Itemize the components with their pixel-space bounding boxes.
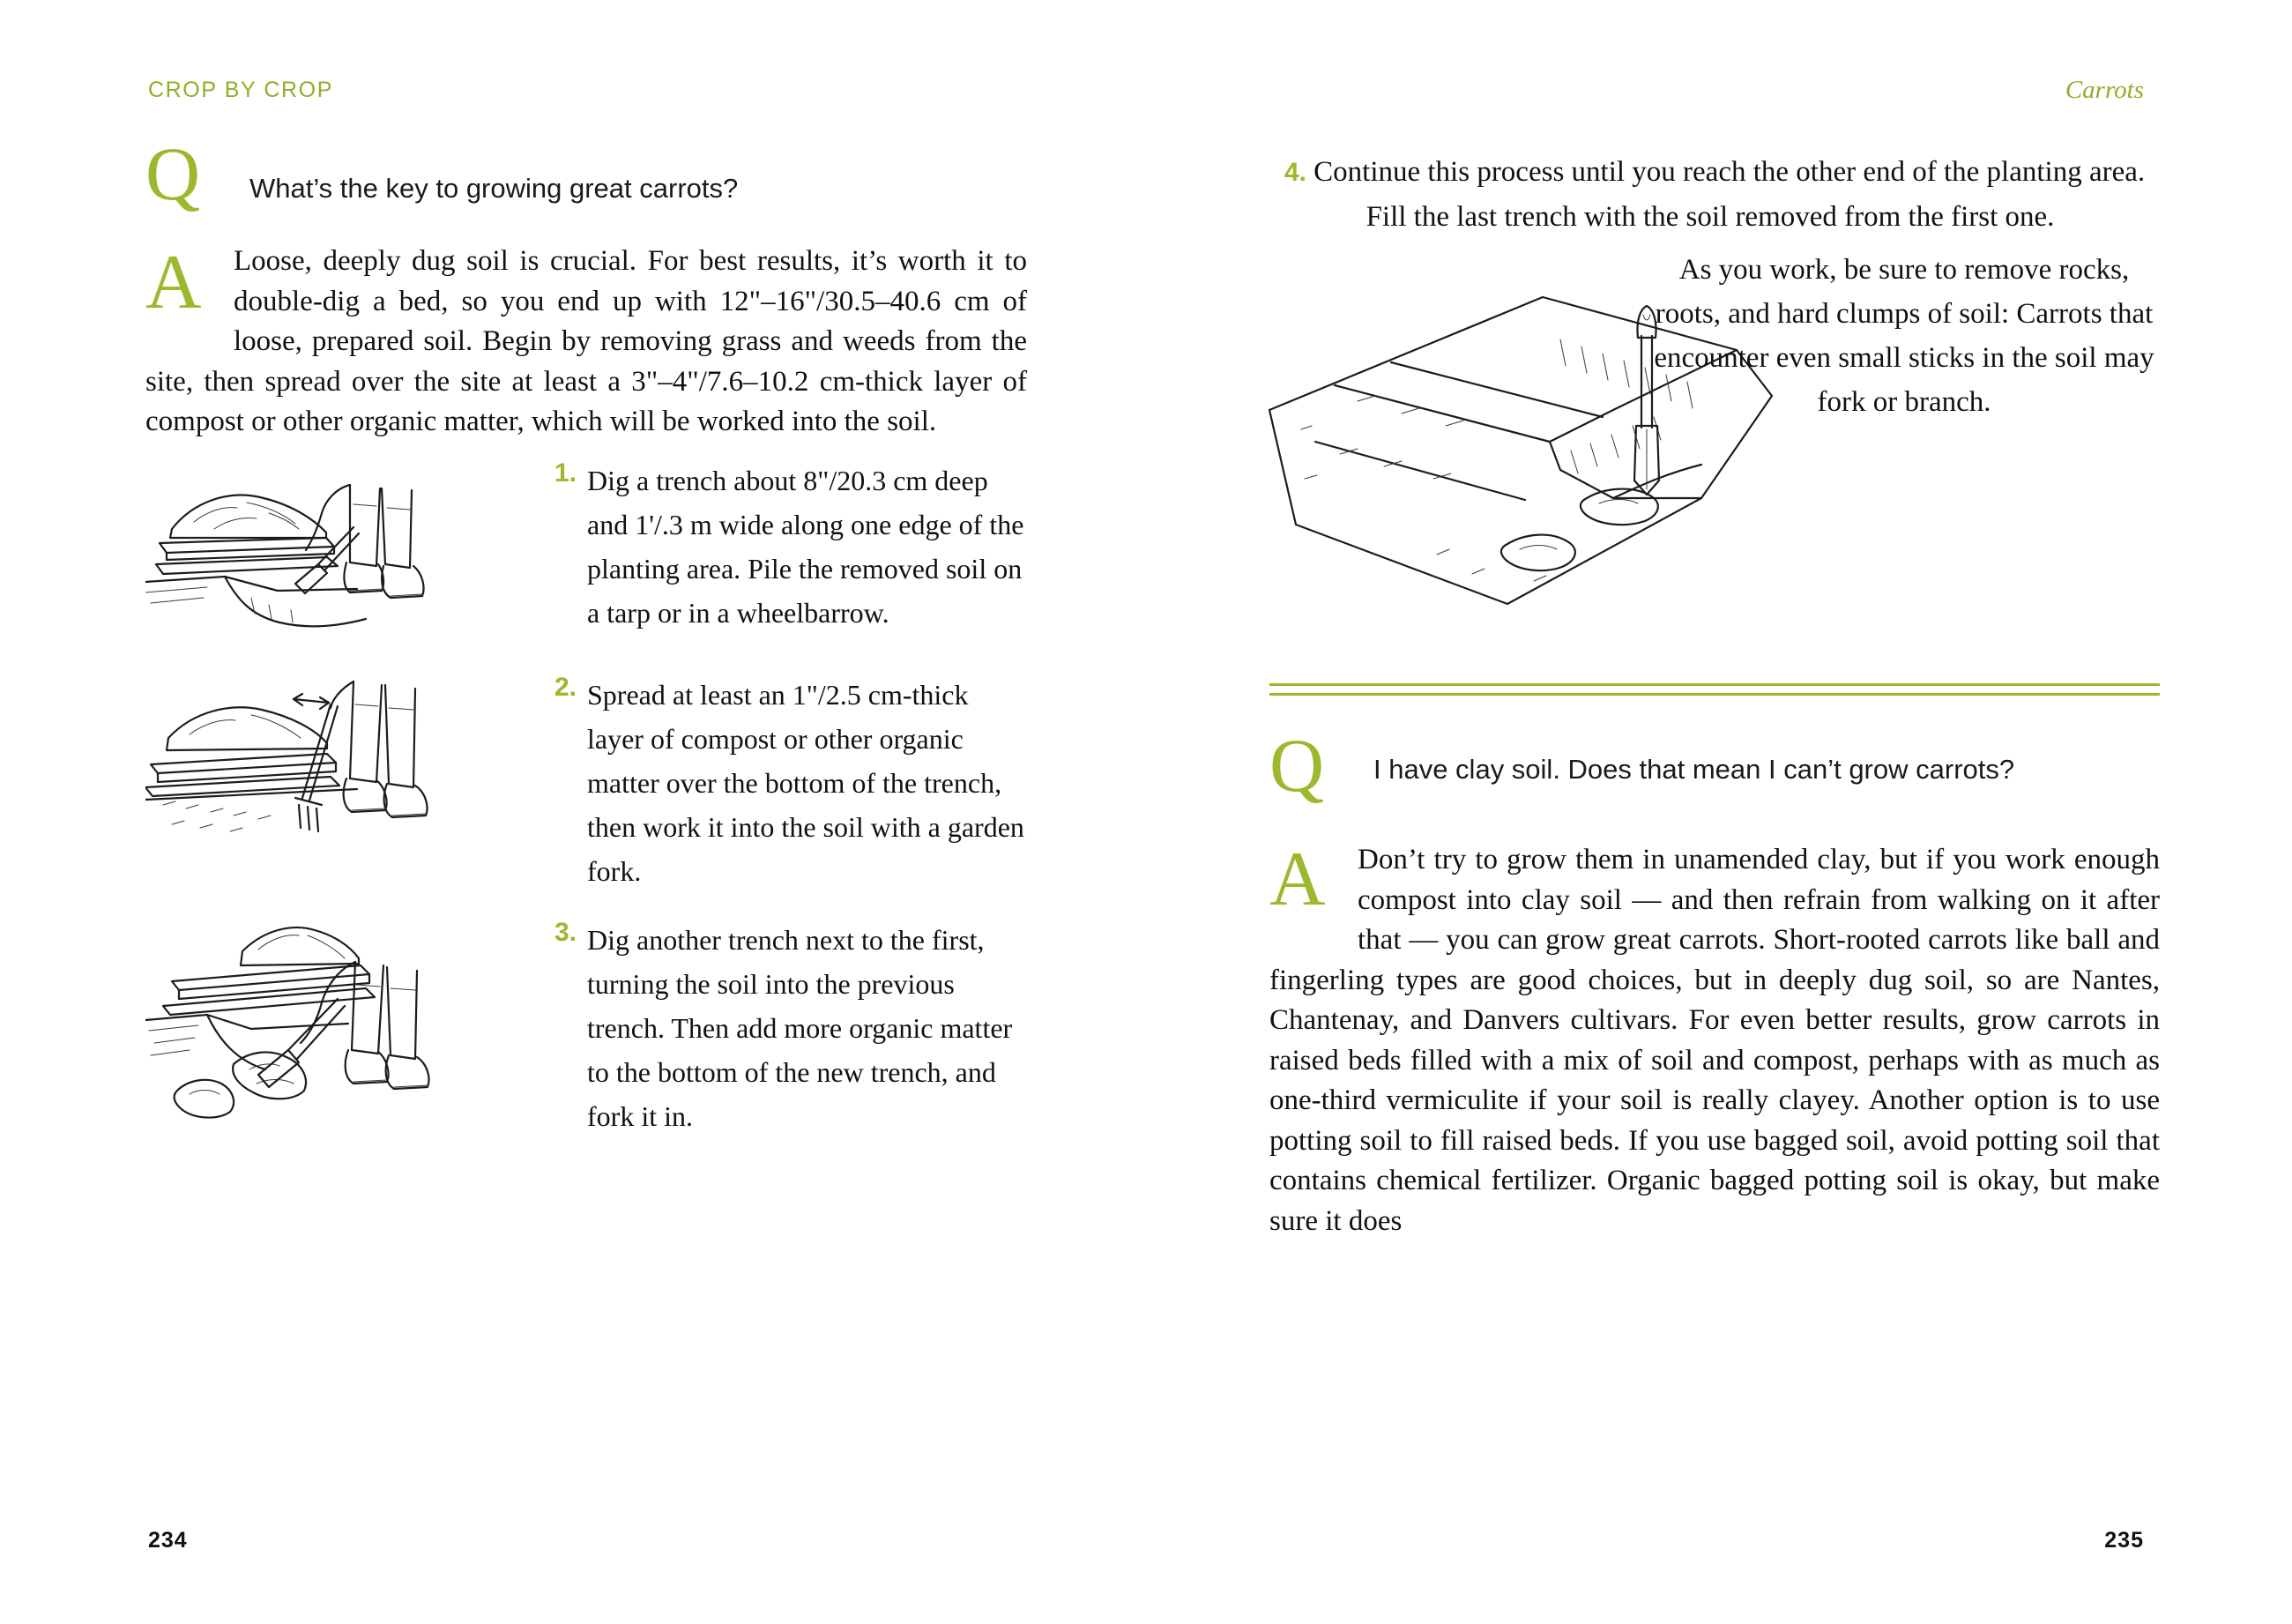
- step-number: 3.: [554, 917, 577, 947]
- answer-letter-icon: A: [145, 240, 202, 325]
- running-head-right: Carrots: [2065, 76, 2144, 104]
- step-4-line: end of the planting area. Fill the last trench with: [1366, 156, 2146, 233]
- answer-block-carrots-key: [145, 242, 1027, 443]
- step-4-line: 4. Continue this process until you reach the other: [1284, 156, 1857, 188]
- step-4-line: As you work, be sure to remove: [1678, 254, 2052, 286]
- step-body: [547, 918, 1027, 1138]
- answer-block-clay-soil: [1269, 837, 2160, 1241]
- divider-rule-top: [1269, 683, 2160, 686]
- question-text: I have clay soil. Does that mean I can’t grow carrots?: [1373, 754, 2015, 785]
- step-4-line: sticks in the soil may: [1908, 342, 2154, 374]
- question-letter-icon: Q: [1269, 723, 1325, 808]
- step-text: Dig another trench next to the first, turning the soil into the previous trench. Then add more organic matter to the bottom of the new trench, and fork it in.: [587, 923, 1013, 1132]
- step-number: 2.: [554, 672, 577, 702]
- answer-text-body: Don’t try to grow them in unamended clay, but if you work enough compost into clay soil — and then refrain from walking on it after that — you can grow great carrots. Short-rooted carrots like ball and fingerling types are good choices, but in deeply dug soil, so are Nantes, Chantenay, and Danvers cultivars. For even better results, grow carrots in raised beds filled with a mix of soil and compost, perhaps with as much as one-third vermiculite if your soil is really clayey. Another option is to use potting soil to fill raised beds. If you use bagged soil, avoid potting soil that contains chemical fertilizer. Organic bagged potting soil is okay, but make sure it does: [1269, 844, 2160, 1237]
- illustration-second-trench: [145, 918, 516, 1094]
- section-divider: [1269, 683, 2160, 696]
- step-4-block: [1269, 150, 2160, 653]
- step-text: Dig a trench about 8"/20.3 cm deep and 1'/.3 m wide along one edge of the planting area. Pile the removed soil on a tarp or in a wheelbarrow.: [587, 464, 1024, 629]
- step-4-line: encounter even small: [1654, 342, 1901, 374]
- step-text: Spread at least an 1"/2.5 cm-thick layer of compost or other organic matter over the bottom of the trench, then work it into the soil with a garden fork.: [587, 678, 1024, 887]
- question-block-carrots-key: [145, 131, 1027, 229]
- step-4-line: the soil removed from the first one.: [1642, 201, 2055, 233]
- step-number: 4.: [1284, 158, 1306, 187]
- step-4-line: of soil: Carrots that: [1927, 298, 2154, 330]
- question-block-clay-soil: [1269, 723, 2160, 828]
- step-4-line: fork or branch.: [1817, 386, 1991, 418]
- question-text: What’s the key to growing great carrots?: [249, 173, 739, 204]
- answer-text-body: Loose, deeply dug soil is crucial. For best results, it’s worth it to double-dig a bed, so you end up with 12"–16"/30.5–40.6 cm of loose, prepared soil. Begin by removing grass and weeds from the site, then spread over the site at least a 3"–4"/7.6–10.2 cm-thick layer of compost or other organic matter, which will be worked into the soil.: [145, 245, 1027, 437]
- list-item: [145, 673, 1027, 893]
- illustration-digging-trench: [145, 458, 516, 635]
- answer-letter-icon: A: [1269, 837, 1326, 922]
- step-4-text: [1269, 150, 2160, 239]
- step-4-line: rocks, roots, and hard clumps: [1655, 254, 2130, 330]
- step-body: [547, 458, 1027, 635]
- list-item: [145, 458, 1027, 648]
- step-number: 1.: [554, 458, 577, 488]
- divider-rule-bottom: [1269, 693, 2160, 696]
- page-number-left: 234: [148, 1528, 188, 1553]
- step-4-text-wrap: [1648, 248, 2160, 424]
- illustration-forking-compost: [145, 673, 516, 849]
- step-body: [547, 673, 1027, 893]
- answer-text: [145, 242, 1027, 443]
- steps-list: [145, 458, 1027, 1138]
- left-column: [145, 131, 1027, 1163]
- running-head-left: CROP BY CROP: [148, 78, 333, 102]
- list-item: [145, 918, 1027, 1138]
- right-column: [1269, 150, 2160, 1250]
- page-number-right: 235: [2104, 1528, 2144, 1553]
- answer-text: [1269, 837, 2160, 1241]
- question-letter-icon: Q: [145, 131, 201, 216]
